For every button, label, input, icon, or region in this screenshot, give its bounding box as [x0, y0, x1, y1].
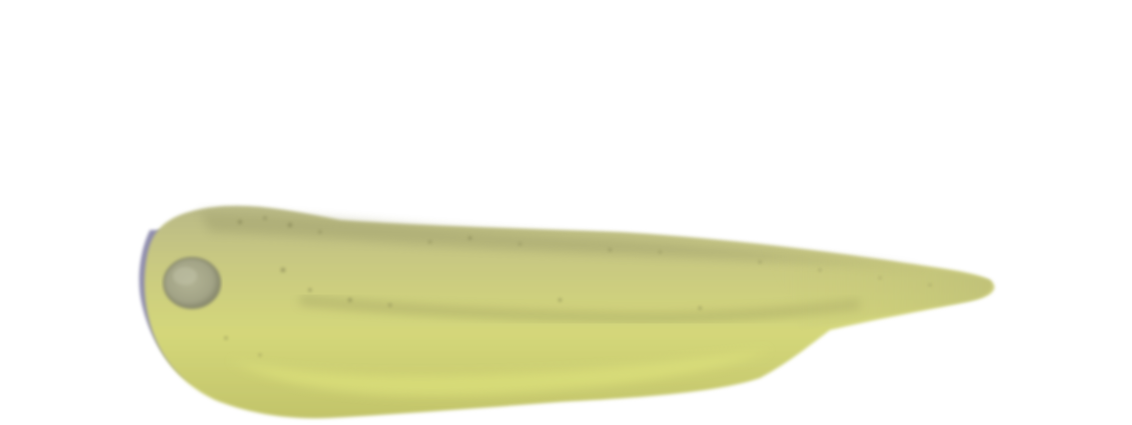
eye-highlight: [173, 267, 197, 285]
